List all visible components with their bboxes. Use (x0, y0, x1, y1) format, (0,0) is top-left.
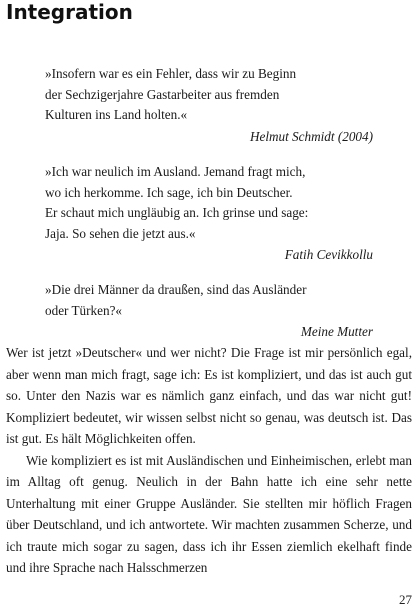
quote-line: Kulturen ins Land holten.« (45, 107, 188, 122)
quote-line: Er schaut mich ungläubig an. Ich grinse und sage: (45, 205, 309, 220)
paragraph: Wie kompliziert es ist mit Ausländischen und Einheimischen, erlebt man im Alltag oft genug. Neulich in der Bahn hatte ich eine sehr nette Unterhaltung mit einer Gruppe Ausländer. Sie stellten mir höflich Fragen über Deutschland, und ich antwortete. Wir machten zusammen Scherze, und ich traute mich sogar zu sagen, dass ich ihr Essen ziemlich ekelhaft finde und ihre Sprache nach Halsschmerzen (6, 452, 412, 575)
quote-author: Helmut Schmidt (2004) (249, 128, 373, 144)
quote-line: wo ich herkomme. Ich sage, ich bin Deutscher. (45, 184, 293, 200)
quote-line: »Ich war neulich im Ausland. Jemand fragt mich, (45, 164, 306, 179)
paragraph: Wer ist jetzt »Deutscher« und wer nicht? Die Frage ist mir persönlich egal, aber wenn man mich fragt, sage ich: Es ist kompliziert, und das ist auch gut so. Unter den Nazis war es nämlich ganz einfach, und das war nicht gut! Kompliziert bedeutet, wir wissen selbst nicht so genau, was deutsch ist. Das ist gut. Es hält Möglichkeiten offen. (6, 345, 412, 446)
quote-text (45, 64, 373, 126)
quote-mutter (45, 280, 373, 341)
quote-text (45, 162, 373, 244)
quote-author: Fatih Cevikkollu (284, 247, 373, 262)
quote-line: der Sechzigerjahre Gastarbeiter aus fremden (45, 86, 280, 102)
quote-line: Jaja. So sehen die jetzt aus.« (45, 225, 196, 241)
quote-line: oder Türken?« (45, 302, 123, 318)
quote-cevikkollu (45, 162, 373, 264)
body-text (6, 342, 412, 579)
quote-text (45, 280, 373, 321)
quote-author: Meine Mutter (300, 324, 373, 339)
quote-line: »Insofern war es ein Fehler, dass wir zu Beginn (45, 66, 297, 81)
quote-schmidt (45, 64, 373, 146)
page-number: 27 (399, 592, 412, 607)
quote-line: »Die drei Männer da draußen, sind das Ausländer (45, 282, 307, 297)
page-title: Integration (6, 0, 133, 24)
